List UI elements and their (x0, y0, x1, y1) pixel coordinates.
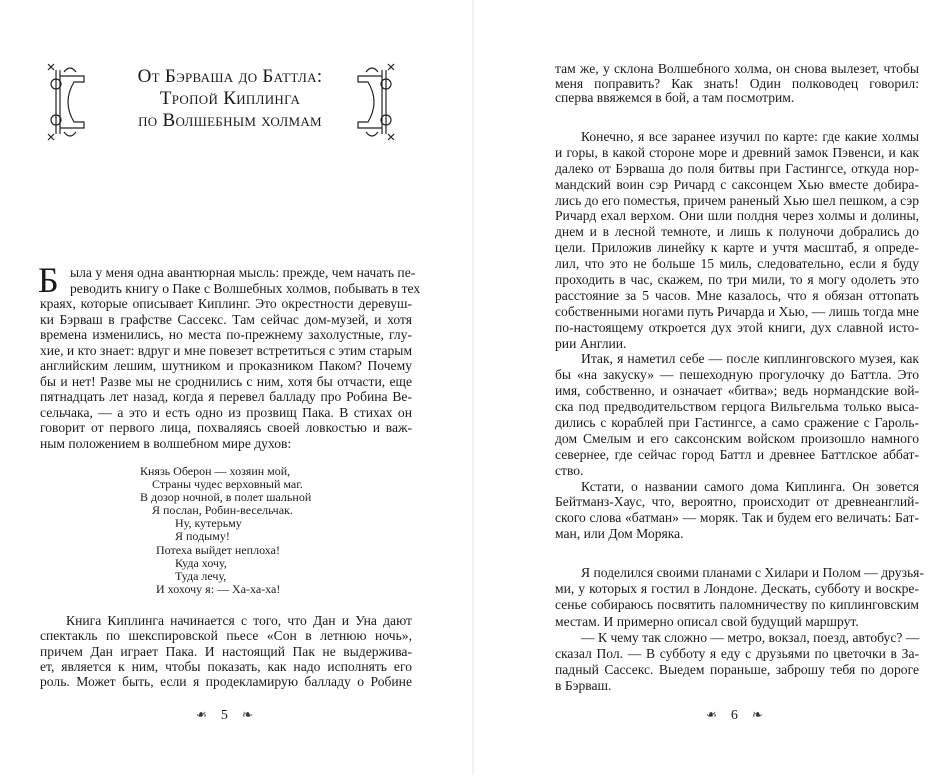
poem-line: Я послан, Робин-весельчак. (152, 503, 293, 518)
text-line: лись до его поместья, причем раненый Хью шел пешком, а сэр (555, 192, 919, 208)
text-line: бы «на закуску» — пешеходную прогулочку до Баттла. Это (555, 367, 919, 383)
text-line: времена изменились, но места по-прежнему захолустные, глу- (40, 327, 412, 342)
text-line: ского слова «батман» — моряк. Так и будем его величать: Бат- (555, 510, 919, 526)
paragraph (555, 351, 919, 478)
text-line: местам. И примерно описал свой будущий маршрут. (555, 613, 859, 629)
text-line: в Бэрваш. (555, 678, 612, 694)
text-line: мандский воин сэр Ричард с саксонцем Хью вместе добира- (555, 176, 919, 192)
paragraph (555, 479, 919, 543)
text-line: причем Дан играет Пака. И настоящий Пак не выдержива- (40, 643, 412, 659)
fleuron-right-icon: ❧ (241, 708, 253, 723)
text-line: хие, и кто знает: вдруг и мне повезет встретиться с этим старым (40, 342, 413, 358)
page-number: 5 (220, 708, 228, 723)
text-line: сенье собираюсь посвятить паломничеству по киплинговским (555, 597, 919, 613)
chapter-title-line: От Бэрваша до Баттла: (137, 66, 323, 87)
text-line: Книга Киплинга начинается с того, что Дан и Уна дают (66, 613, 412, 628)
text-line: Бейтманз-Хаус, что, вероятно, происходит от древнеанглий- (555, 494, 919, 510)
text-line: и горы, в какой стороне море и древний замок Пэвенси, и как (555, 144, 919, 160)
page-footer (706, 708, 763, 724)
text-line: расстояние за 5 часов. Мне казалось, что я обязан оттопать (555, 287, 919, 303)
text-line: ыла у меня одна авантюрная мысль: прежде, чем начать пе- (70, 265, 416, 280)
text-line: Конечно, я все заранее изучил по карте: где какие холмы (581, 129, 919, 144)
text-line: имя, собственно, и означает «битва»; ведь нормандские вой- (555, 383, 919, 399)
text-line: ет, является к ним, чтобы показать, как надо исполнять его (40, 658, 412, 674)
poem-line: Куда хочу, (175, 555, 227, 570)
text-line: Ричард ехал верхом. Они шли полдня через холмы и долины, (555, 208, 919, 224)
poem (140, 465, 311, 596)
text-line: рии Англии. (555, 335, 627, 351)
text-line: ки Бэрваш в графстве Сассекс. Там сейчас дом-музей, и хотя (40, 311, 412, 327)
chapter-title-line: Тропой Киплинга (159, 88, 301, 109)
text-line: дом Смелым и его саксонским войском произошло намного (555, 430, 919, 446)
text-line: краях, которые описывает Киплинг. Это окрестности деревуш- (40, 296, 412, 311)
text-line: ным положением в волшебном мире духов: (40, 435, 292, 451)
paragraph (40, 265, 421, 451)
poem-line: Я подыму! (175, 529, 230, 544)
text-line: Итак, я наметил себе — после киплинговского музея, как (581, 351, 919, 367)
text-line: сперва ввяжемся в бой, а там посмотрим. (555, 90, 795, 105)
text-line: реводить книгу о Паке с Волшебных холмов, побывать в тех (70, 280, 421, 296)
chapter-title-line: по Волшебным холмам (138, 110, 322, 131)
page-number: 6 (730, 708, 738, 723)
text-line: лил, что это не больше 15 миль, следовательно, если я буду (555, 256, 919, 272)
text-line: там же, у склона Волшебного холма, он снова вылезет, чтобы (555, 61, 919, 76)
text-line: пятнадцать лет назад, когда я перевел балладу про Робина Ве- (40, 389, 412, 404)
chapter-title (110, 66, 350, 132)
right-page (474, 0, 947, 775)
text-line: говорит от первого лица, похваляясь своей ловкостью и важ- (40, 420, 412, 435)
text-line: ска под предводительством герцога Вильгельма только выса- (555, 399, 919, 415)
text-line: — К чему так сложно — метро, вокзал, поезд, автобус? — (581, 629, 920, 645)
text-line: далеко от Бэрваша до поля битвы при Гастингсе, откуда нор- (555, 160, 919, 176)
fleuron-left-icon: ❧ (196, 708, 207, 723)
text-line: ми, у которых я гостил в Лондоне. Дескать, субботу и воскре- (555, 581, 919, 597)
text-line: меня поправить? Как знать! Один полководец говорил: (555, 75, 919, 91)
text-line: сельчака, — а это и есть одно из прозвищ Пака. В стихах он (40, 404, 412, 420)
poem-line: И хохочу я: — Ха-ха-ха! (156, 581, 281, 596)
text-line: английским лешим, шутником и проказником Паком? Почему (40, 358, 412, 373)
left-page (0, 0, 473, 775)
ornamental-bracket-right-icon (352, 60, 398, 144)
fleuron-right-icon: ❧ (751, 708, 763, 723)
paragraph (555, 630, 919, 695)
text-line: ман, или Дом Моряка. (555, 526, 684, 542)
poem-line: Туда лечу, (175, 568, 227, 583)
text-line: севернее, где сейчас город Баттл и древнее Баттлское аббат- (555, 446, 919, 462)
text-line: по-настоящему откроется дух этой книги, дух славной исто- (555, 319, 919, 335)
text-line: дились с кораблей при Гастингсе, а само сражение с Гароль- (555, 415, 919, 431)
drop-cap: Б (38, 260, 59, 300)
paragraph-group (555, 129, 919, 542)
poem-line: Князь Оберон — хозяин мой, (140, 464, 291, 478)
paragraph (555, 62, 919, 106)
paragraph (555, 565, 924, 630)
text-line: цели. Приложив линейку к карте и учтя масштаб, я опреде- (555, 240, 919, 256)
text-line: Кстати, о названии самого дома Киплинга. Он зовется (581, 478, 919, 494)
poem-line: Потеха выйдет неплоха! (156, 542, 280, 557)
poem-line: В дозор ночной, в полет шальной (140, 490, 312, 505)
text-line: бы и нет! Разве мы не сроднились с ним, хотя бы отчасти, еще (40, 373, 412, 389)
text-line: днем и в лесной темноте, и лишь к полуночи добрались до (555, 224, 919, 240)
page-footer (196, 708, 253, 724)
text-line: сказал Пол. — В субботу я еду с друзьями по цветочки в За- (555, 645, 919, 661)
text-line: проходить в час, скажем, по три мили, то я могу одолеть это (555, 272, 919, 288)
poem-line: Страны чудес верховный маг. (152, 477, 303, 492)
text-line: собственными ногами путь Ричарда и Хью, — лишь тогда мне (555, 303, 919, 319)
text-line: падный Сассекс. Выедем пораньше, заброшу тебя по дороге (555, 662, 919, 678)
fleuron-left-icon: ❧ (706, 708, 717, 723)
paragraph (555, 129, 919, 351)
text-line: спектакль по шекспировской пьесе «Сон в летнюю ночь», (40, 628, 412, 644)
text-line: роль. Может быть, если я продекламирую балладу о Робине (40, 674, 412, 690)
paragraph (40, 613, 412, 689)
paragraph-group (555, 565, 924, 695)
text-line: Я поделился своими планами с Хилари и Полом — друзья- (581, 565, 924, 580)
ornamental-bracket-left-icon (44, 60, 90, 144)
text-line: ство. (555, 462, 584, 478)
poem-line: Ну, кутерьму (175, 516, 242, 531)
